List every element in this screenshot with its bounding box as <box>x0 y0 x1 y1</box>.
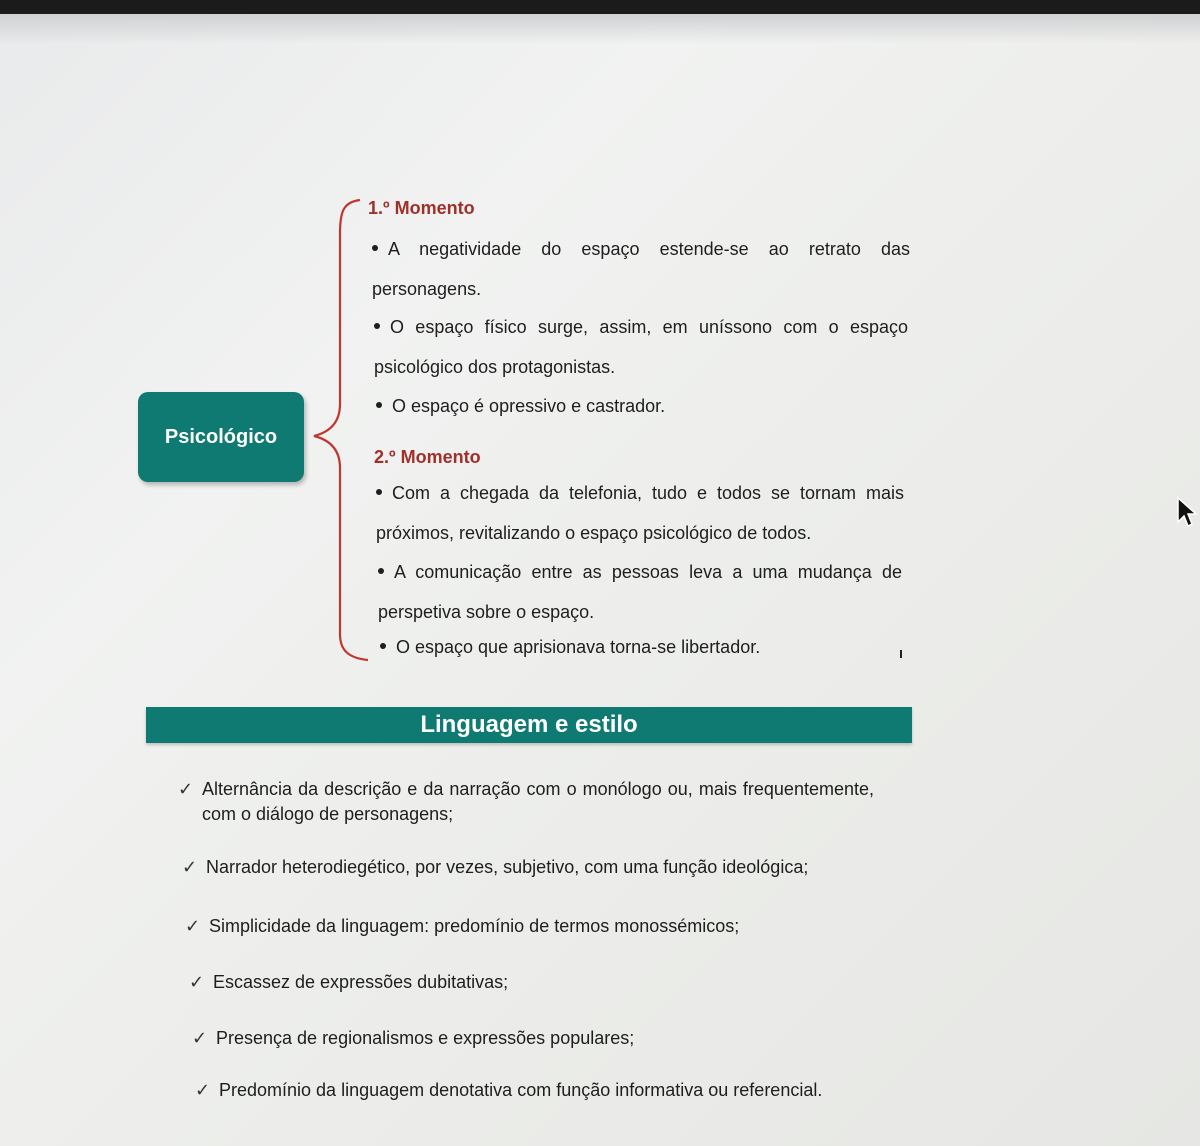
check-item-2: ✓ Narrador heterodiegético, por vezes, subjetivo, com uma função ideológica; <box>206 855 808 880</box>
check-item-4: ✓ Escassez de expressões dubitativas; <box>213 970 508 995</box>
bullet-dot-icon <box>372 245 378 251</box>
check-item-1: ✓ Alternância da descrição e da narração com o monólogo ou, mais frequentemente, com o diálogo de personagens; <box>178 779 874 824</box>
moment-1-heading: 1.º Momento <box>368 198 475 218</box>
bullet-dot-icon <box>378 568 384 574</box>
bullet-dot-icon <box>376 402 382 408</box>
moment-1-bullet-2: O espaço físico surge, assim, em uníssono com o espaço psicológico dos protagonistas. <box>374 317 908 377</box>
mouse-cursor-icon <box>1176 496 1198 528</box>
bullet-dot-icon <box>376 489 382 495</box>
screen-shade <box>0 14 1200 44</box>
monitor-bezel <box>0 0 1200 14</box>
checkmark-icon: ✓ <box>195 1080 211 1100</box>
checkmark-icon: ✓ <box>185 916 201 936</box>
checkmark-icon: ✓ <box>182 857 198 877</box>
check-item-5: ✓ Presença de regionalismos e expressões populares; <box>216 1026 634 1051</box>
check-item-3: ✓ Simplicidade da linguagem: predomínio de termos monossémicos; <box>209 914 739 939</box>
moment-2-bullet-2: A comunicação entre as pessoas leva a uma mudança de perspetiva sobre o espaço. <box>378 562 902 622</box>
bullet-dot-icon <box>374 323 380 329</box>
category-label: Psicológico <box>164 425 278 448</box>
checkmark-icon: ✓ <box>189 972 205 992</box>
moment-2-heading: 2.º Momento <box>374 447 481 467</box>
curly-brace-icon <box>308 194 368 664</box>
check-item-6: ✓ Predomínio da linguagem denotativa com função informativa ou referencial. <box>219 1078 822 1103</box>
moment-1-bullet-1: A negatividade do espaço estende-se ao retrato das personagens. <box>372 239 910 299</box>
moment-1-bullet-3: O espaço é opressivo e castrador. <box>376 386 906 426</box>
section-banner <box>146 707 912 743</box>
stray-mark <box>900 650 902 658</box>
checkmark-icon: ✓ <box>192 1028 208 1048</box>
category-box-psicologico <box>138 392 304 482</box>
checkmark-icon: ✓ <box>178 779 194 799</box>
moment-2-bullet-3: O espaço que aprisionava torna-se libertador. <box>380 627 900 667</box>
bullet-dot-icon <box>380 643 386 649</box>
moment-2-bullet-1: Com a chegada da telefonia, tudo e todos se tornam mais próximos, revitalizando o espaço psicológico de todos. <box>376 483 904 543</box>
section-title: Linguagem e estilo <box>420 711 638 738</box>
